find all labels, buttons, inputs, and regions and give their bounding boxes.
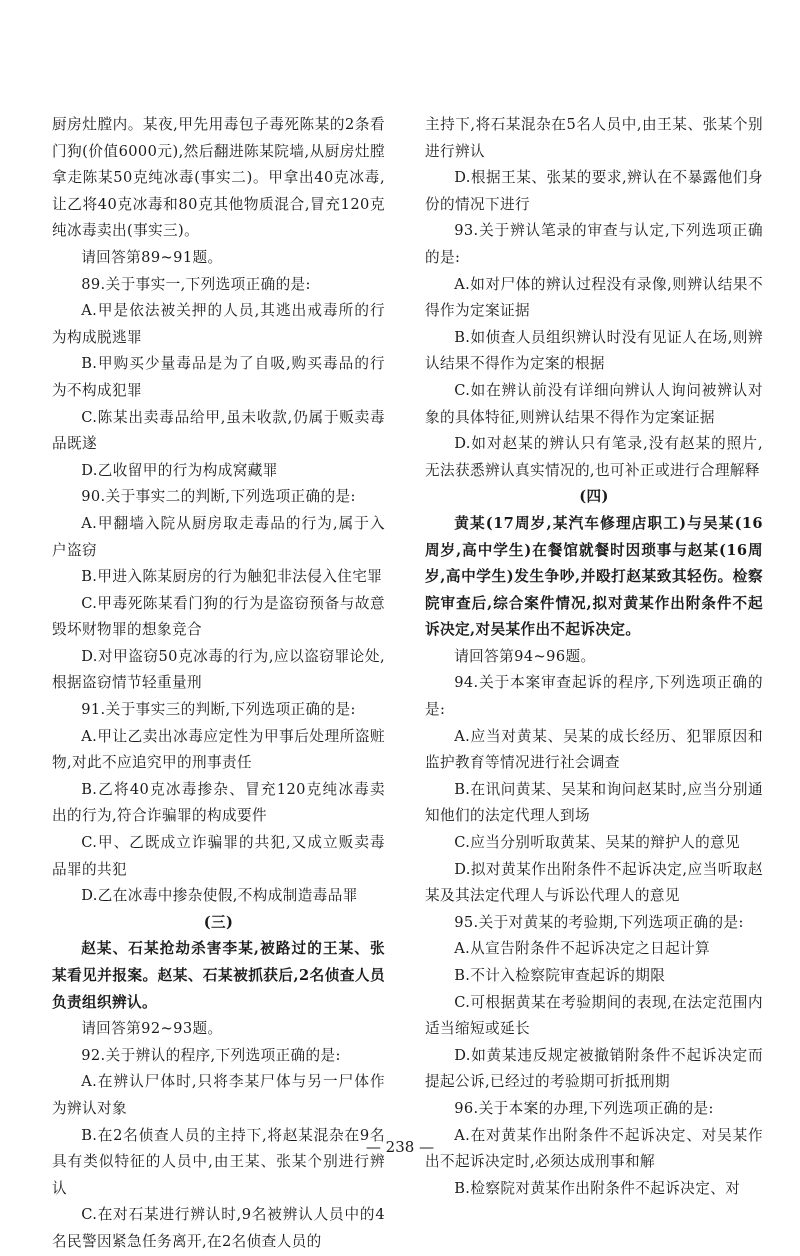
paragraph: C.在对石某进行辨认时,9名被辨认人员中的4名民警因紧急任务离开,在2名侦查人员的 (52, 1206, 385, 1250)
paragraph: C.应当分别听取黄某、吴某的辩护人的意见 (454, 834, 741, 852)
paragraph: A.甲让乙卖出冰毒应定性为甲事后处理所盗赃物,对此不应追究甲的刑事责任 (52, 727, 385, 772)
paragraph: A.在对黄某作出附条件不起诉决定、对吴某作出不起诉决定时,必须达成刑事和解 (425, 1126, 763, 1171)
paragraph: C.甲毒死陈某看门狗的行为是盗窃预备与故意毁坏财物罪的想象竞合 (52, 594, 385, 639)
paragraph: D.乙在冰毒中掺杂使假,不构成制造毒品罪 (81, 887, 358, 905)
paragraph: C.可根据黄某在考验期间的表现,在法定范围内适当缩短或延长 (425, 993, 763, 1038)
paragraph: D.乙收留甲的行为构成窝藏罪 (81, 461, 278, 479)
paragraph: C.陈某出卖毒品给甲,虽未收款,仍属于贩卖毒品既遂 (52, 408, 385, 453)
paragraph: A.如对尸体的辨认过程没有录像,则辨认结果不得作为定案证据 (425, 275, 763, 320)
paragraph: 93.关于辨认笔录的审查与认定,下列选项正确的是: (425, 222, 763, 266)
paragraph: D.根据王某、张某的要求,辨认在不暴露他们身份的情况下进行 (425, 169, 763, 213)
paragraph: B.在讯问黄某、吴某和询问赵某时,应当分别通知他们的法定代理人到场 (425, 780, 763, 825)
paragraph: B.在2名侦查人员的主持下,将赵某混杂在9名具有类似特征的人员中,由王某、张某个别进行辨认 (52, 1126, 385, 1197)
paragraph: (四) (579, 488, 609, 506)
paragraph: 91.关于事实三的判断,下列选项正确的是: (81, 701, 356, 719)
paragraph: A.甲是依法被关押的人员,其逃出戒毒所的行为构成脱逃罪 (52, 302, 385, 346)
left-column (52, 112, 385, 1256)
paragraph: A.应当对黄某、吴某的成长经历、犯罪原因和监护教育等情况进行社会调查 (425, 727, 763, 772)
paragraph: 厨房灶膛内。某夜,甲先用毒包子毒死陈某的2条看门狗(价值6000元),然后翻进陈某院墙,从厨房灶膛拿走陈某50克纯冰毒(事实二)。甲拿出40克冰毒,让乙将40克冰毒和80克其他物质混合,冒充120克纯冰毒卖出(事实三)。 (52, 116, 385, 240)
paragraph: 黄某(17周岁,某汽车修理店职工)与吴某(16周岁,高中学生)在餐馆就餐时因琐事与赵某(16周岁,高中学生)发生争吵,并殴打赵某致其轻伤。检察院审查后,综合案件情况,拟对黄某作出附条件不起诉决定,对吴某作出不起诉决定。 (425, 514, 763, 639)
paragraph: A.从宣告附条件不起诉决定之日起计算 (454, 940, 711, 958)
paragraph: 请回答第94~96题。 (454, 647, 596, 665)
paragraph: 90.关于事实二的判断,下列选项正确的是: (81, 488, 356, 506)
paragraph: B.如侦查人员组织辨认时没有见证人在场,则辨认结果不得作为定案的根据 (425, 328, 763, 373)
paragraph: 95.关于对黄某的考验期,下列选项正确的是: (454, 913, 744, 931)
paragraph: C.如在辨认前没有详细向辨认人询问被辨认对象的具体特征,则辨认结果不得作为定案证据 (425, 381, 763, 426)
paragraph: 赵某、石某抢劫杀害李某,被路过的王某、张某看见并报案。赵某、石某被抓获后,2名侦查人员负责组织辨认。 (52, 940, 385, 1011)
paragraph: D.对甲盗窃50克冰毒的行为,应以盗窃罪论处,根据盗窃情节轻重量刑 (52, 647, 385, 692)
paragraph: A.在辨认尸体时,只将李某尸体与另一尸体作为辨认对象 (52, 1073, 385, 1117)
paragraph: 主持下,将石某混杂在5名人员中,由王某、张某个别进行辨认 (425, 116, 763, 160)
paragraph: D.如黄某违反规定被撤销附条件不起诉决定而提起公诉,已经过的考验期可折抵刑期 (425, 1046, 763, 1091)
paragraph: D.拟对黄某作出附条件不起诉决定,应当听取赵某及其法定代理人与诉讼代理人的意见 (425, 860, 763, 905)
paragraph: 请回答第89~91题。 (81, 248, 223, 266)
paragraph: B.不计入检察院审查起诉的期限 (454, 967, 666, 984)
paragraph: B.甲进入陈某厨房的行为触犯非法侵入住宅罪 (81, 568, 383, 586)
right-column (425, 112, 763, 1202)
paragraph: B.检察院对黄某作出附条件不起诉决定、对 (454, 1179, 741, 1197)
paragraph: 94.关于本案审查起诉的程序,下列选项正确的是: (425, 674, 763, 719)
paragraph: 92.关于辨认的程序,下列选项正确的是: (81, 1046, 341, 1064)
paragraph: 请回答第92~93题。 (81, 1020, 223, 1038)
page-number: — 238 — (365, 1138, 435, 1156)
paragraph: D.如对赵某的辨认只有笔录,没有赵某的照片,无法获悉辨认真实情况的,也可补正或进行合理解释 (425, 435, 763, 479)
paragraph: B.乙将40克冰毒掺杂、冒充120克纯冰毒卖出的行为,符合诈骗罪的构成要件 (52, 780, 385, 825)
paragraph: 89.关于事实一,下列选项正确的是: (81, 275, 311, 293)
paragraph: B.甲购买少量毒品是为了自吸,购买毒品的行为不构成犯罪 (52, 355, 385, 399)
paragraph: (三) (203, 913, 234, 931)
paragraph: 96.关于本案的办理,下列选项正确的是: (454, 1099, 714, 1117)
paragraph: C.甲、乙既成立诈骗罪的共犯,又成立贩卖毒品罪的共犯 (52, 834, 385, 878)
paragraph: A.甲翻墙入院从厨房取走毒品的行为,属于入户盗窃 (52, 514, 385, 559)
